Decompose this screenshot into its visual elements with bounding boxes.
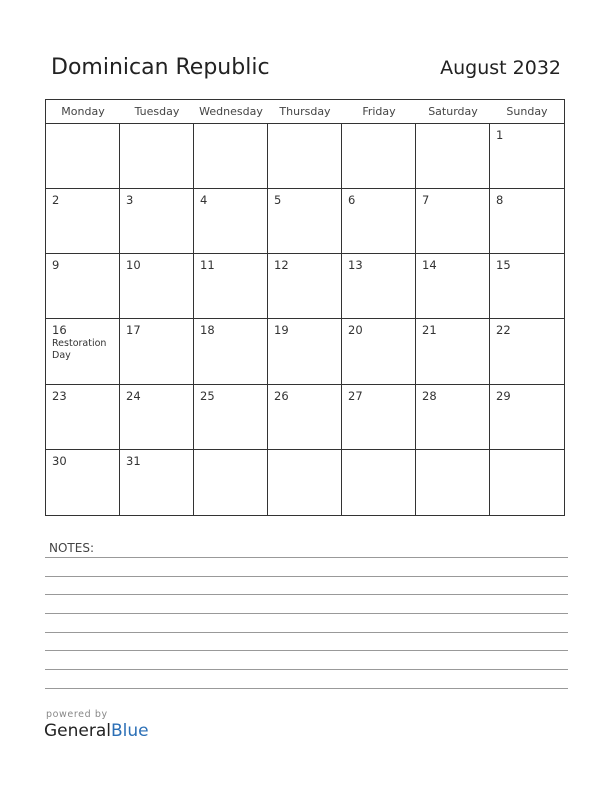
- weekday-saturday: Saturday: [428, 105, 478, 118]
- country-title: Dominican Republic: [51, 55, 270, 80]
- day-cell: [490, 385, 564, 450]
- calendar-days: [46, 124, 564, 515]
- weekday-tuesday: Tuesday: [134, 105, 180, 118]
- day-cell: [490, 319, 564, 384]
- day-cell: [490, 189, 564, 254]
- day-number: 15: [496, 258, 511, 273]
- weekday-monday: Monday: [61, 105, 105, 118]
- day-number: 7: [422, 193, 430, 208]
- brand-name-general: General: [44, 721, 111, 741]
- day-number: 21: [422, 323, 437, 338]
- notes-label: NOTES:: [49, 541, 94, 555]
- day-number: 6: [348, 193, 356, 208]
- weekday-sunday: Sunday: [506, 105, 548, 118]
- day-cell: [120, 450, 194, 515]
- day-number: 26: [274, 388, 289, 403]
- day-number: 16: [52, 323, 67, 338]
- day-cell: [194, 385, 268, 450]
- day-number: 12: [274, 258, 289, 273]
- day-number: 31: [126, 453, 141, 468]
- day-cell: [490, 450, 564, 515]
- day-number: 18: [200, 323, 215, 338]
- day-cell: [46, 124, 120, 189]
- day-cell: [268, 189, 342, 254]
- day-number: 24: [126, 388, 141, 403]
- notes-line: [45, 688, 568, 689]
- day-cell: [120, 319, 194, 384]
- day-cell: [194, 450, 268, 515]
- notes-line: [45, 557, 568, 558]
- day-cell: [342, 385, 416, 450]
- day-number: 23: [52, 388, 67, 403]
- day-cell: [416, 385, 490, 450]
- day-cell: [194, 124, 268, 189]
- day-cell: [268, 385, 342, 450]
- day-cell: [194, 254, 268, 319]
- day-cell: [342, 124, 416, 189]
- day-cell: [46, 254, 120, 319]
- day-number: 1: [496, 128, 504, 142]
- day-cell: [416, 124, 490, 189]
- day-number: 22: [496, 323, 511, 338]
- day-number: 11: [200, 258, 215, 273]
- day-cell: [120, 189, 194, 254]
- weekday-thursday: Thursday: [279, 105, 331, 118]
- day-cell: [416, 450, 490, 515]
- day-number: 9: [52, 258, 60, 273]
- day-cell: [490, 124, 564, 189]
- notes-line: [45, 594, 568, 595]
- brand-name-blue: Blue: [111, 721, 149, 741]
- day-number: 10: [126, 258, 141, 273]
- calendar-grid: [45, 99, 565, 516]
- day-cell: [46, 450, 120, 515]
- day-number: 5: [274, 193, 282, 208]
- day-cell: [46, 385, 120, 450]
- day-cell: [268, 254, 342, 319]
- day-cell: [46, 319, 120, 384]
- day-number: 19: [274, 323, 289, 338]
- day-cell: [416, 319, 490, 384]
- day-cell: [268, 319, 342, 384]
- weekday-wednesday: Wednesday: [199, 105, 263, 118]
- notes-line: [45, 576, 568, 577]
- holiday-label: Restoration Day: [52, 338, 107, 362]
- month-year-title: August 2032: [440, 57, 561, 79]
- day-number: 29: [496, 388, 511, 403]
- day-cell: [268, 124, 342, 189]
- day-cell: [120, 385, 194, 450]
- day-cell: [342, 254, 416, 319]
- notes-line: [45, 669, 568, 670]
- day-cell: [120, 254, 194, 319]
- day-number: 13: [348, 258, 363, 273]
- day-number: 25: [200, 388, 215, 403]
- day-number: 20: [348, 323, 363, 338]
- day-cell: [46, 189, 120, 254]
- day-number: 27: [348, 388, 363, 403]
- day-number: 30: [52, 453, 67, 468]
- notes-line: [45, 613, 568, 614]
- weekday-friday: Friday: [362, 105, 396, 118]
- day-cell: [342, 189, 416, 254]
- day-cell: [342, 450, 416, 515]
- day-cell: [416, 189, 490, 254]
- day-number: 14: [422, 258, 437, 273]
- day-number: 17: [126, 323, 141, 338]
- day-number: 2: [52, 193, 60, 208]
- notes-line: [45, 650, 568, 651]
- day-cell: [268, 450, 342, 515]
- notes-line: [45, 632, 568, 633]
- day-number: 4: [200, 193, 208, 208]
- day-cell: [194, 319, 268, 384]
- day-number: 8: [496, 193, 504, 208]
- day-cell: [342, 319, 416, 384]
- brand-logo: [44, 721, 149, 741]
- day-cell: [194, 189, 268, 254]
- day-cell: [120, 124, 194, 189]
- day-number: 28: [422, 388, 437, 403]
- day-number: 3: [126, 193, 134, 208]
- day-cell: [490, 254, 564, 319]
- powered-by-text: powered by: [46, 709, 108, 720]
- day-cell: [416, 254, 490, 319]
- weekday-header-row: [46, 100, 564, 124]
